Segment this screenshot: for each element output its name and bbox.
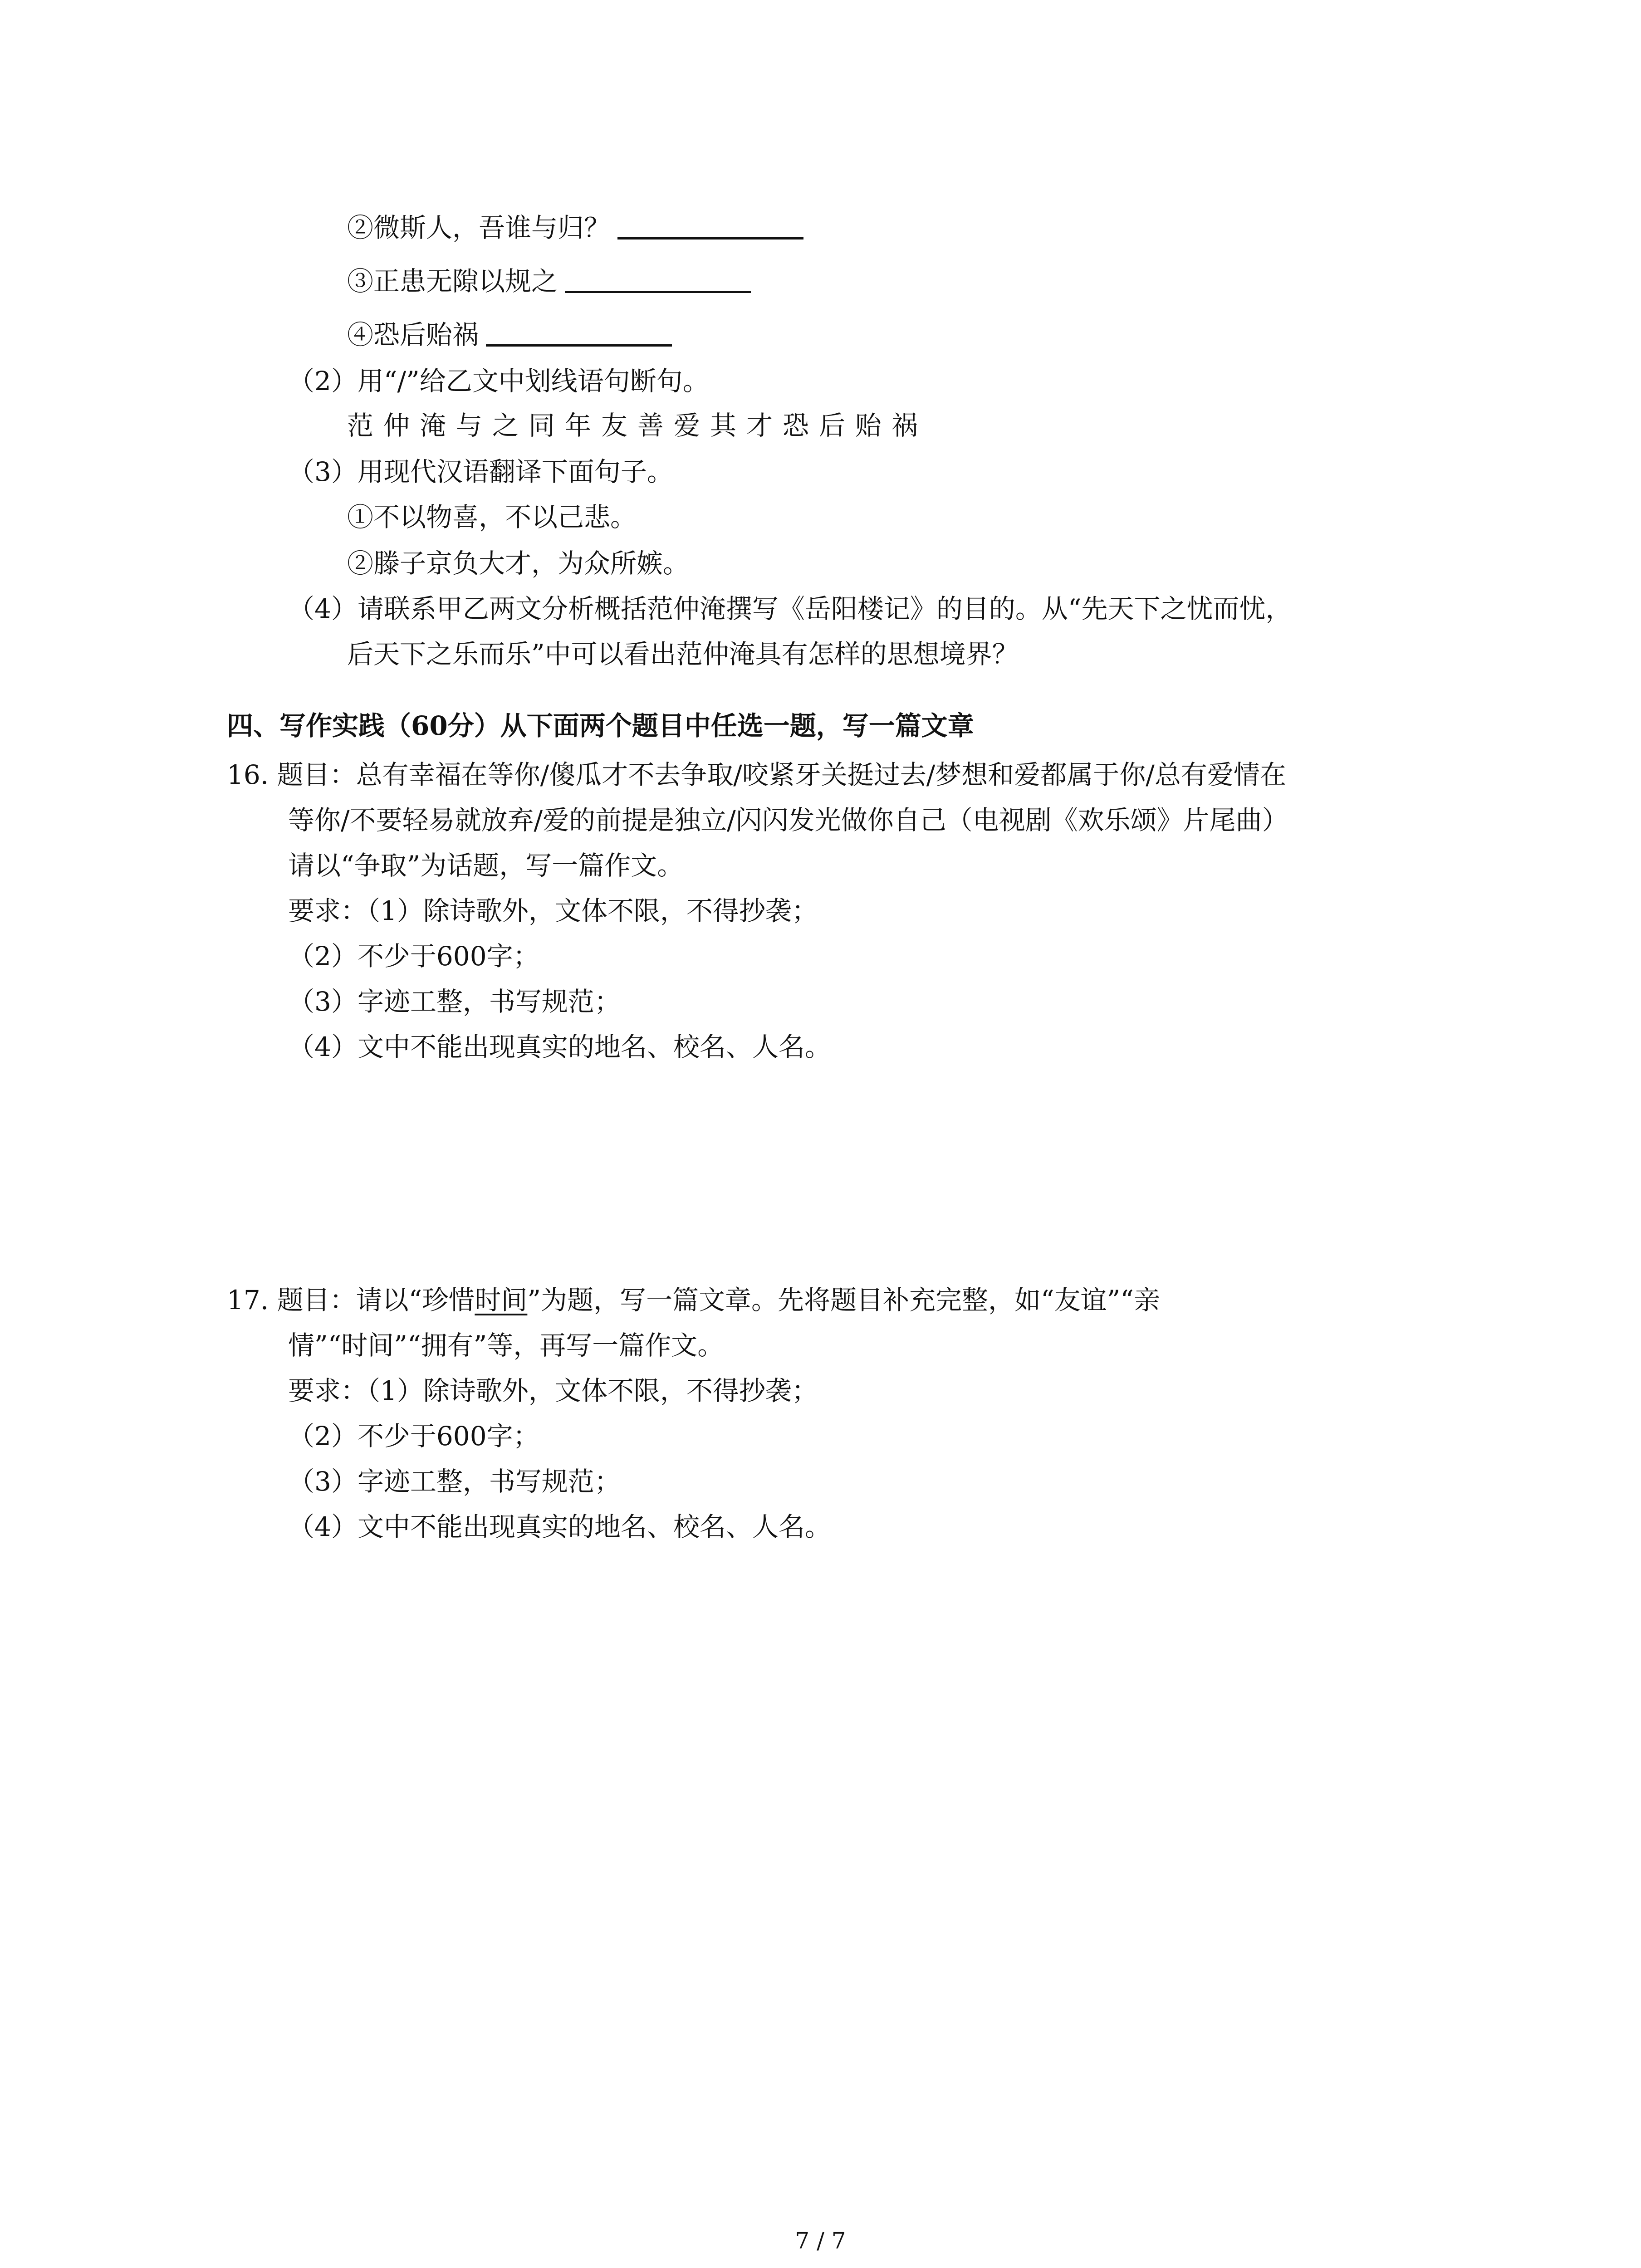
item-text: ③正患无隙以规之	[347, 266, 558, 297]
question-16-line-3: 请以“争取”为话题，写一篇作文。	[288, 850, 684, 881]
q17-underlined-word: 时间	[475, 1285, 528, 1315]
question-17-req-4: （4）文中不能出现真实的地名、校名、人名。	[288, 1511, 831, 1542]
answer-item-2	[347, 210, 803, 246]
question-17-req-1: 要求：（1）除诗歌外，文体不限，不得抄袭；	[288, 1375, 818, 1406]
question-4-line-2: 后天下之乐而乐”中可以看出范仲淹具有怎样的思想境界？	[347, 639, 1019, 670]
section-4-heading: 四、写作实践（60分）从下面两个题目中任选一题，写一篇文章	[227, 710, 974, 741]
question-16-req-2: （2）不少于600字；	[288, 941, 539, 972]
answer-blank[interactable]	[617, 211, 803, 240]
question-16-req-3: （3）字迹工整，书写规范；	[288, 986, 621, 1017]
answer-item-3	[347, 263, 751, 299]
answer-item-4	[347, 317, 672, 353]
q17-text-post: ”为题，写一篇文章。先将题目补充完整，如“友谊”“亲	[527, 1285, 1160, 1315]
item-text: ②微斯人，吾谁与归？	[347, 212, 611, 243]
question-2-sentence: 范仲淹与之同年友善爱其才恐后贻祸	[347, 410, 928, 441]
question-3-title: （3）用现代汉语翻译下面句子。	[288, 456, 673, 487]
question-16-req-4: （4）文中不能出现真实的地名、校名、人名。	[288, 1031, 831, 1062]
q17-text-pre: 17. 题目：请以“珍惜	[227, 1285, 475, 1315]
answer-blank[interactable]	[486, 318, 672, 347]
question-16-line-2: 等你/不要轻易就放弃/爱的前提是独立/闪闪发光做你自己（电视剧《欢乐颂》片尾曲）	[288, 805, 1288, 836]
question-17-line-1	[227, 1282, 1160, 1318]
item-text: ④恐后贻祸	[347, 319, 479, 350]
page-number: 7 / 7	[795, 2228, 846, 2254]
answer-blank[interactable]	[565, 264, 751, 293]
question-16-line-1: 16. 题目：总有幸福在等你/傻瓜才不去争取/咬紧牙关挺过去/梦想和爱都属于你/总有爱情在	[227, 759, 1286, 790]
question-3-item-2: ②滕子京负大才，为众所嫉。	[347, 548, 690, 579]
question-16-req-1: 要求：（1）除诗歌外，文体不限，不得抄袭；	[288, 895, 818, 926]
question-17-req-3: （3）字迹工整，书写规范；	[288, 1466, 621, 1497]
question-17-req-2: （2）不少于600字；	[288, 1421, 539, 1452]
question-17-line-2: 情”“时间”“拥有”等，再写一篇作文。	[288, 1330, 724, 1361]
question-2-title: （2）用“/”给乙文中划线语句断句。	[288, 366, 709, 396]
question-4-line-1: （4）请联系甲乙两文分析概括范仲淹撰写《岳阳楼记》的目的。从“先天下之忧而忧，	[288, 593, 1292, 624]
question-3-item-1: ①不以物喜，不以己悲。	[347, 502, 637, 533]
